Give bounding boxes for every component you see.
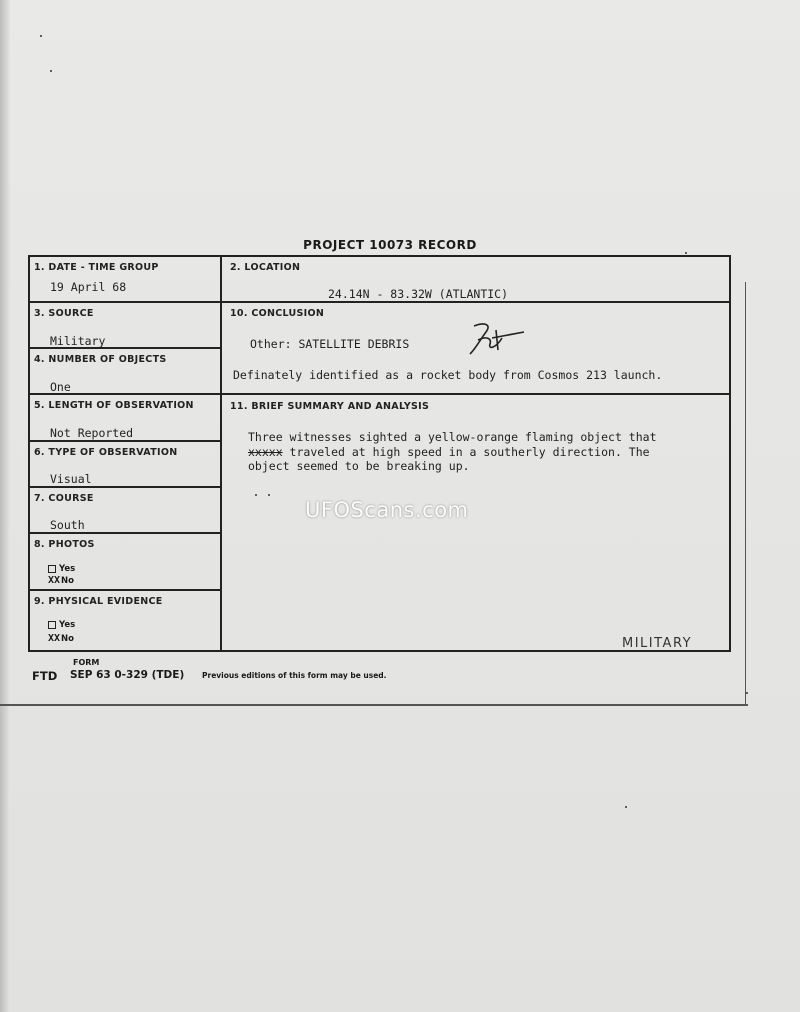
photos-label: 8. PHOTOS [34, 539, 95, 550]
summary-line-2-text: traveled at high speed in a southerly direction. The [282, 445, 650, 459]
conclusion-value: Other: SATELLITE DEBRIS [250, 337, 410, 351]
summary-line-1: Three witnesses sighted a yellow-orange flaming object that [248, 430, 657, 444]
checkbox-empty-icon [48, 565, 56, 573]
physical-label: 9. PHYSICAL EVIDENCE [34, 596, 163, 607]
physical-no-text: No [61, 634, 75, 644]
outer-border-right [745, 282, 746, 704]
signature-initials-icon [466, 318, 536, 358]
classification-stamp: MILITARY [622, 636, 693, 651]
photos-yes-text: Yes [59, 564, 76, 574]
footer-form-label: FORM [73, 658, 100, 667]
course-label: 7. COURSE [34, 493, 94, 504]
scan-speck [40, 35, 42, 37]
physical-yes-text: Yes [59, 620, 76, 630]
footer-form-code: SEP 63 0-329 (TDE) [70, 669, 185, 681]
conclusion-note: Definately identified as a rocket body from Cosmos 213 launch. [233, 368, 663, 382]
length-value: Not Reported [50, 426, 134, 440]
course-value: South [50, 518, 85, 532]
num-objects-label: 4. NUMBER OF OBJECTS [34, 354, 167, 365]
scan-speck [268, 494, 270, 496]
date-value: 19 April 68 [50, 280, 127, 294]
type-label: 6. TYPE OF OBSERVATION [34, 447, 178, 458]
column-divider [220, 255, 222, 652]
row-divider-1 [28, 301, 222, 303]
summary-line-3: object seemed to be breaking up. [248, 459, 470, 473]
scan-edge-shadow [0, 0, 10, 1012]
type-value: Visual [50, 472, 92, 486]
source-label: 3. SOURCE [34, 308, 94, 319]
outer-border-bottom [0, 704, 748, 706]
location-label: 2. LOCATION [230, 262, 301, 273]
scan-speck [255, 494, 257, 496]
photos-no-option [48, 575, 74, 586]
photos-no-text: No [61, 576, 75, 586]
num-objects-value: One [50, 380, 71, 394]
checkbox-marked-icon: XX [48, 575, 61, 586]
photos-yes-option [48, 564, 75, 574]
row-divider-5 [28, 486, 222, 488]
summary-line-2 [248, 445, 650, 459]
source-value: Military [50, 334, 106, 348]
watermark: UFOScans.com [305, 498, 469, 522]
physical-no-option [48, 633, 74, 644]
scan-speck [625, 806, 627, 808]
footer-ftd: FTD [32, 669, 58, 683]
length-label: 5. LENGTH OF OBSERVATION [34, 400, 194, 411]
row-divider-4 [28, 440, 222, 442]
row-divider-conclusion [220, 393, 731, 395]
struck-text: xxxxx [248, 445, 283, 459]
row-divider-6 [28, 532, 222, 534]
scan-speck [50, 70, 52, 72]
row-divider-7 [28, 589, 222, 591]
location-value: 24.14N - 83.32W (ATLANTIC) [328, 287, 509, 301]
date-label: 1. DATE - TIME GROUP [34, 262, 159, 273]
footer-note: Previous editions of this form may be used. [202, 671, 387, 680]
scan-speck [746, 692, 748, 694]
checkbox-empty-icon [48, 621, 56, 629]
checkbox-marked-icon: XX [48, 633, 61, 644]
row-divider-location [220, 301, 731, 303]
scan-speck [685, 252, 687, 254]
summary-label: 11. BRIEF SUMMARY AND ANALYSIS [230, 401, 430, 412]
physical-yes-option [48, 620, 75, 630]
conclusion-label: 10. CONCLUSION [230, 308, 325, 319]
form-title: PROJECT 10073 RECORD [303, 238, 477, 252]
